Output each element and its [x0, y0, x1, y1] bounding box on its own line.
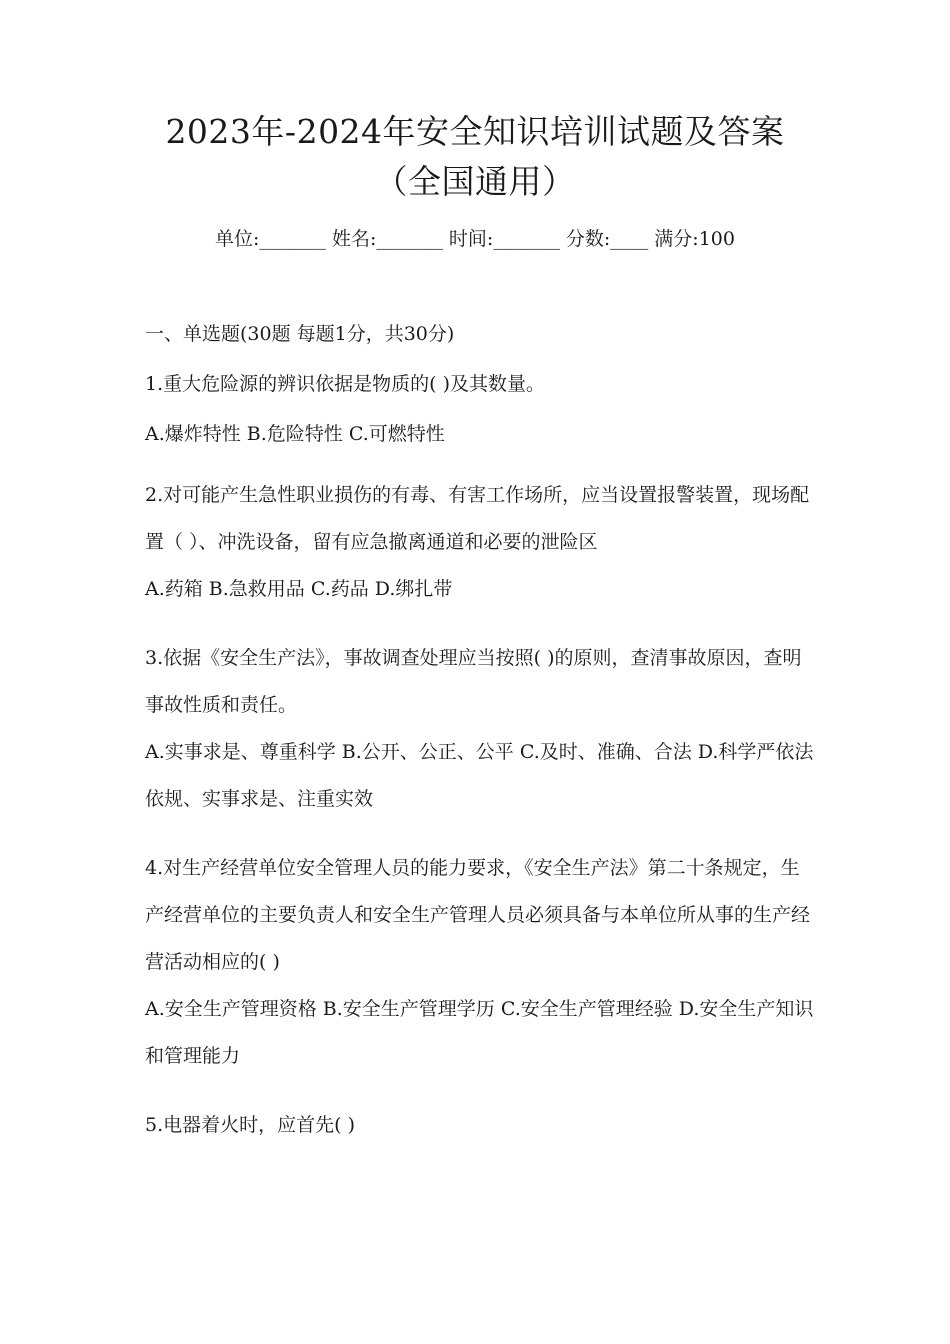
exam-content: [145, 318, 815, 1171]
document-title: 2023年-2024年安全知识培训试题及答案: [165, 112, 785, 151]
question-options: A.爆炸特性 B.危险特性 C.可燃特性: [145, 423, 445, 445]
question-4: [145, 845, 815, 1080]
question-2: [145, 472, 815, 613]
question-stem: 3.依据《安全生产法》，事故调查处理应当按照( )的原则，查清事故原因，查明事故性质和责任。: [145, 647, 802, 716]
question-stem: 1.重大危险源的辨识依据是物质的( )及其数量。: [145, 373, 545, 395]
question-stem: 2.对可能产生急性职业损伤的有毒、有害工作场所，应当设置报警装置，现场配置（ ）、冲洗设备，留有应急撤离通道和必要的泄险区: [145, 484, 810, 553]
question-1: [145, 368, 815, 450]
question-3: [145, 635, 815, 823]
section-title: 一、单选题(30题 每题1分，共30分): [145, 323, 455, 345]
question-5: [145, 1102, 815, 1149]
question-stem: 5.电器着火时，应首先( ): [145, 1114, 355, 1136]
document-subtitle: （全国通用）: [374, 162, 576, 201]
question-options: A.药箱 B.急救用品 C.药品 D.绑扎带: [145, 578, 453, 600]
question-options: A.实事求是、尊重科学 B.公开、公正、公平 C.及时、准确、合法 D.科学严依法依规、实事求是、注重实效: [145, 741, 814, 810]
exam-info-line: 单位:_______ 姓名:_______ 时间:_______ 分数:____ 满分:100: [215, 228, 735, 250]
question-options: A.安全生产管理资格 B.安全生产管理学历 C.安全生产管理经验 D.安全生产知识和管理能力: [145, 998, 814, 1067]
question-stem: 4.对生产经营单位安全管理人员的能力要求，《安全生产法》第二十条规定，生产经营单位的主要负责人和安全生产管理人员必须具备与本单位所从事的生产经营活动相应的( ): [145, 857, 811, 973]
